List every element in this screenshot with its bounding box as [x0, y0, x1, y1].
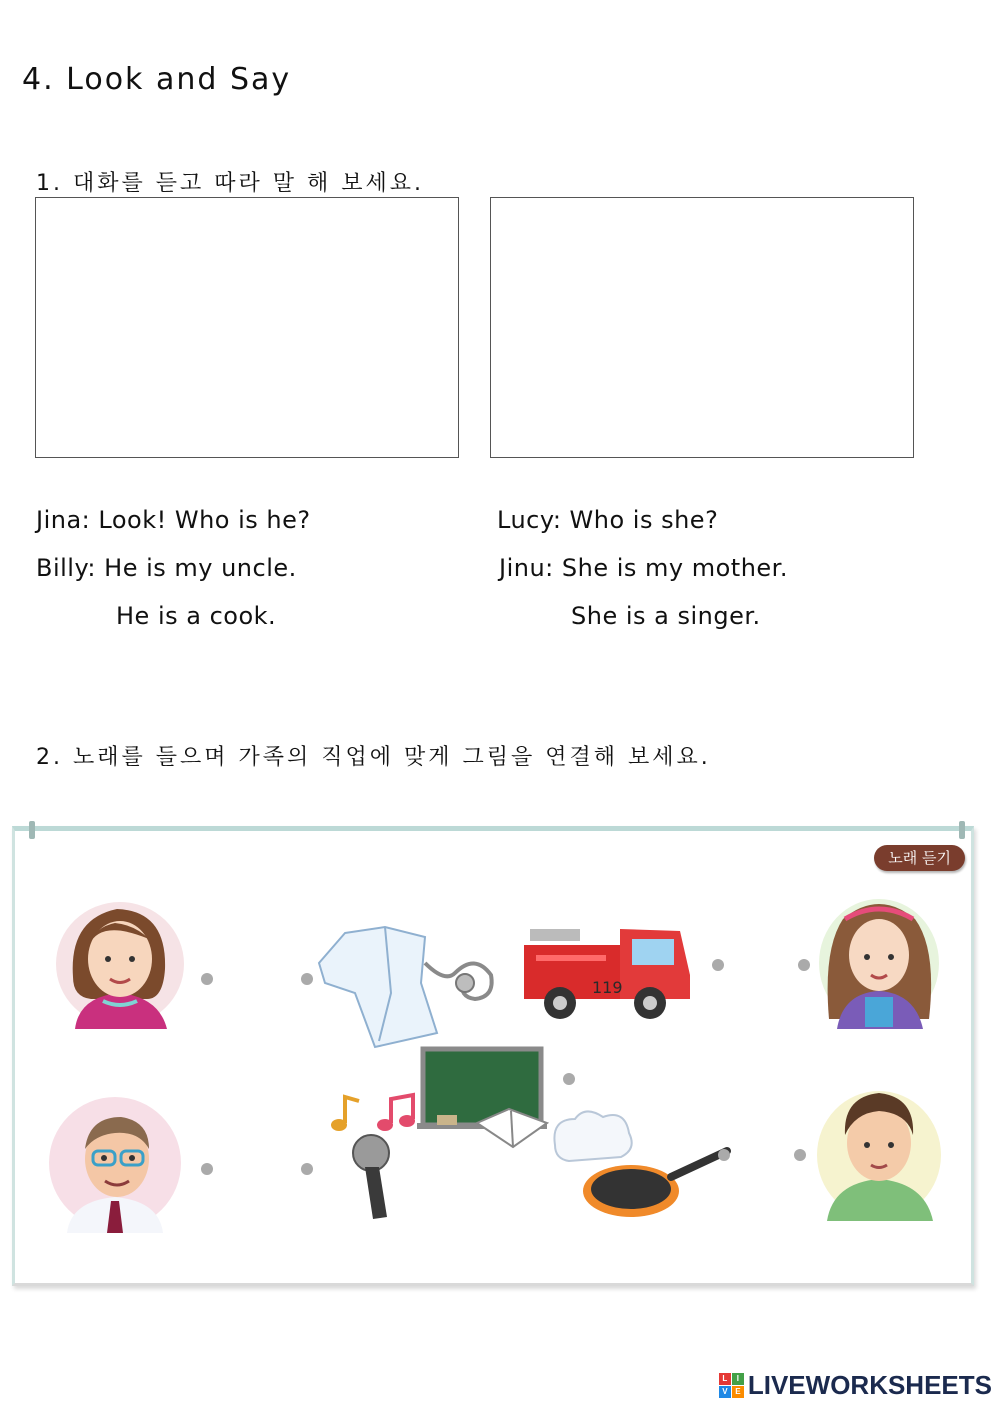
logo-mark-icon: L I V E [719, 1373, 744, 1398]
dialog-left-line3: He is a cook. [116, 602, 277, 630]
cook-dot[interactable] [718, 1149, 730, 1161]
panel-pin-right [959, 821, 965, 839]
doctor-dot[interactable] [301, 973, 313, 985]
image-frame-right [490, 197, 914, 458]
firefighter-dot[interactable] [712, 959, 724, 971]
boy-dot[interactable] [794, 1149, 806, 1161]
part2-instruction: 2. 노래를 들으며 가족의 직업에 맞게 그림을 연결해 보세요. [36, 745, 711, 770]
truck-number: 119 [592, 978, 623, 997]
uncle-picture [45, 1093, 185, 1233]
singer-microphone-picture [325, 1093, 445, 1223]
singer-dot[interactable] [301, 1163, 313, 1175]
boy-picture [815, 1077, 945, 1221]
dialog-right [497, 496, 788, 640]
dialog-left [36, 496, 311, 640]
dialog-left-line2: Billy: He is my uncle. [36, 554, 297, 582]
matching-panel [12, 826, 974, 1286]
mother-dot[interactable] [201, 973, 213, 985]
fire-truck-picture [520, 919, 690, 1023]
teacher-dot[interactable] [563, 1073, 575, 1085]
dialog-left-line1: Jina: Look! Who is he? [36, 506, 311, 534]
part1-instruction: 1. 대화를 듣고 따라 말 해 보세요. [36, 171, 424, 196]
uncle-dot[interactable] [201, 1163, 213, 1175]
dialog-right-line2: Jinu: She is my mother. [499, 554, 788, 582]
cook-pan-picture [545, 1105, 735, 1225]
section-title: 4. Look and Say [22, 62, 292, 97]
panel-pin-left [29, 821, 35, 839]
logo-text: LIVEWORKSHEETS [747, 1369, 992, 1400]
girl-picture [815, 889, 945, 1029]
listen-song-button[interactable]: 노래 듣기 [874, 845, 965, 871]
image-frame-left [35, 197, 459, 458]
liveworksheets-logo [719, 1369, 992, 1401]
dialog-right-line3: She is a singer. [571, 602, 761, 630]
dialog-right-line1: Lucy: Who is she? [497, 506, 719, 534]
mother-picture [55, 889, 185, 1029]
girl-dot[interactable] [798, 959, 810, 971]
doctor-coat-picture [315, 923, 495, 1053]
